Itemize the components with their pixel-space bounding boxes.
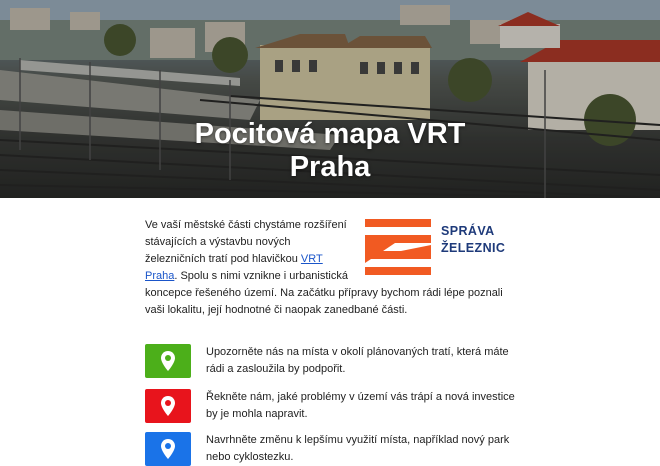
list-item-problems bbox=[145, 389, 525, 425]
list-item-suggestions bbox=[145, 432, 525, 466]
list-item-text: Upozorněte nás na místa v okolí plánovaných tratí, která máte rádi a zasloužila by podpořit. bbox=[206, 346, 509, 375]
intro-text-end: . Spolu s nimi vznikne i urbanistická koncepce řešeného území. Na začátku přípravy bychom rádi lépe poznali vaši lokalitu, její hodnotné či naopak zanedbané části. bbox=[145, 270, 503, 316]
page-title-line2: Praha bbox=[289, 151, 371, 183]
page-title-line1: Pocitová mapa VRT bbox=[194, 118, 466, 150]
map-pin-icon bbox=[161, 439, 175, 459]
logo-wordmark bbox=[441, 223, 505, 257]
sprava-zeleznic-logo bbox=[365, 219, 525, 281]
vrt-praha-link[interactable]: VRT Praha bbox=[145, 253, 323, 282]
page-title bbox=[0, 118, 660, 184]
hero-banner bbox=[0, 0, 660, 198]
green-badge bbox=[145, 344, 191, 378]
list-item-text: Řekněte nám, jaké problémy v území vás trápí a nová investice by je mohla napravit. bbox=[206, 391, 515, 420]
logo-line2: ŽELEZNIC bbox=[441, 241, 506, 255]
map-pin-icon bbox=[161, 396, 175, 416]
list-item-text: Navrhněte změnu k lepšímu využití místa, například nový park nebo cyklostezku. bbox=[206, 434, 510, 463]
intro-text-start: Ve vaší městské části chystáme rozšíření stávajících a výstavbu nových železničních tratí pod hlavičkou bbox=[145, 219, 347, 265]
logo-line1: SPRÁVA bbox=[441, 224, 495, 238]
map-pin-icon bbox=[161, 351, 175, 371]
sprava-zeleznic-mark-icon bbox=[365, 219, 431, 275]
intro-section bbox=[145, 217, 525, 319]
red-badge bbox=[145, 389, 191, 423]
blue-badge bbox=[145, 432, 191, 466]
list-item-favorite-places bbox=[145, 344, 525, 380]
